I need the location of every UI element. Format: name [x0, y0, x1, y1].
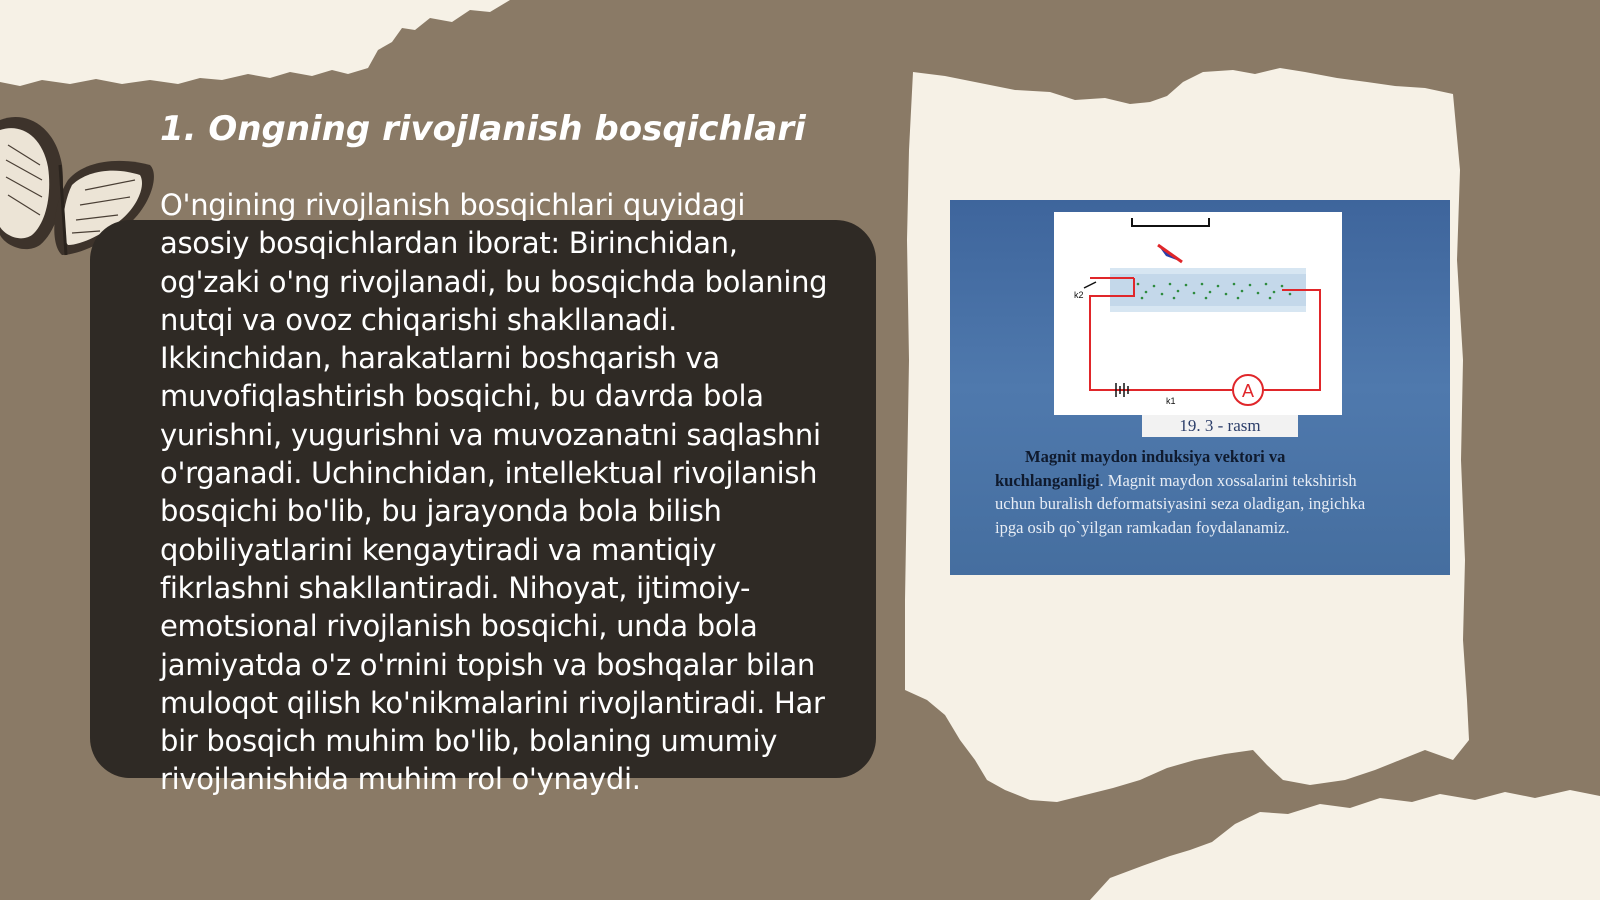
- textbook-figure: [950, 200, 1450, 575]
- ammeter-label: A: [1241, 381, 1255, 401]
- slide-title: 1. Ongning rivojlanish bosqichlari: [160, 109, 806, 149]
- slide-body-text: O'ngining rivojlanish bosqichlari quyidagi asosiy bosqichlardan iborat: Birinchidan, og'zaki o'ng rivojlanadi, bu bosqichda bolaning nutqi va ovoz chiqarishi shakllanadi. Ikkinchidan, harakatlarni boshqarish va muvofiqlashtirish bosqichi, bu davrda bola yurishni, yugurishni va muvozanatni saqlashni o'rganadi. Uchinchidan, intellektual rivojlanish bosqichi bo'lib, bu jarayonda bola bilish qobiliyatlarini kengaytiradi va mantiqiy fikrlashni shakllantiradi. Nihoyat, ijtimoiy-emotsional rivojlanish bosqichi, unda bola jamiyatda o'z o'rnini topish va boshqalar bilan muloqot qilish ko'nikmalarini rivojlantiradi. Har bir bosqich muhim bo'lib, bolaning umumiy rivojlanishida muhim rol o'ynaydi.: [160, 188, 828, 797]
- circuit-diagram: [1054, 212, 1342, 415]
- switch-k1-label: k1: [1166, 396, 1176, 406]
- circuit-diagram-svg: [1054, 212, 1342, 415]
- figure-description: [995, 445, 1395, 539]
- torn-paper-top-left: [0, 0, 560, 110]
- switch-k2-label: k2: [1074, 290, 1084, 300]
- figure-description-text: . Magnit maydon xossalarini tekshirish uchun buralish deformatsiyasini seza oladigan, ingichka ipga osib qo`yilgan ramkadan foydalanamiz.: [995, 470, 1366, 537]
- figure-description-bold: Magnit maydon induksiya vektori va kuchlanganligi: [995, 447, 1286, 490]
- figure-caption: 19. 3 - rasm: [1142, 415, 1298, 437]
